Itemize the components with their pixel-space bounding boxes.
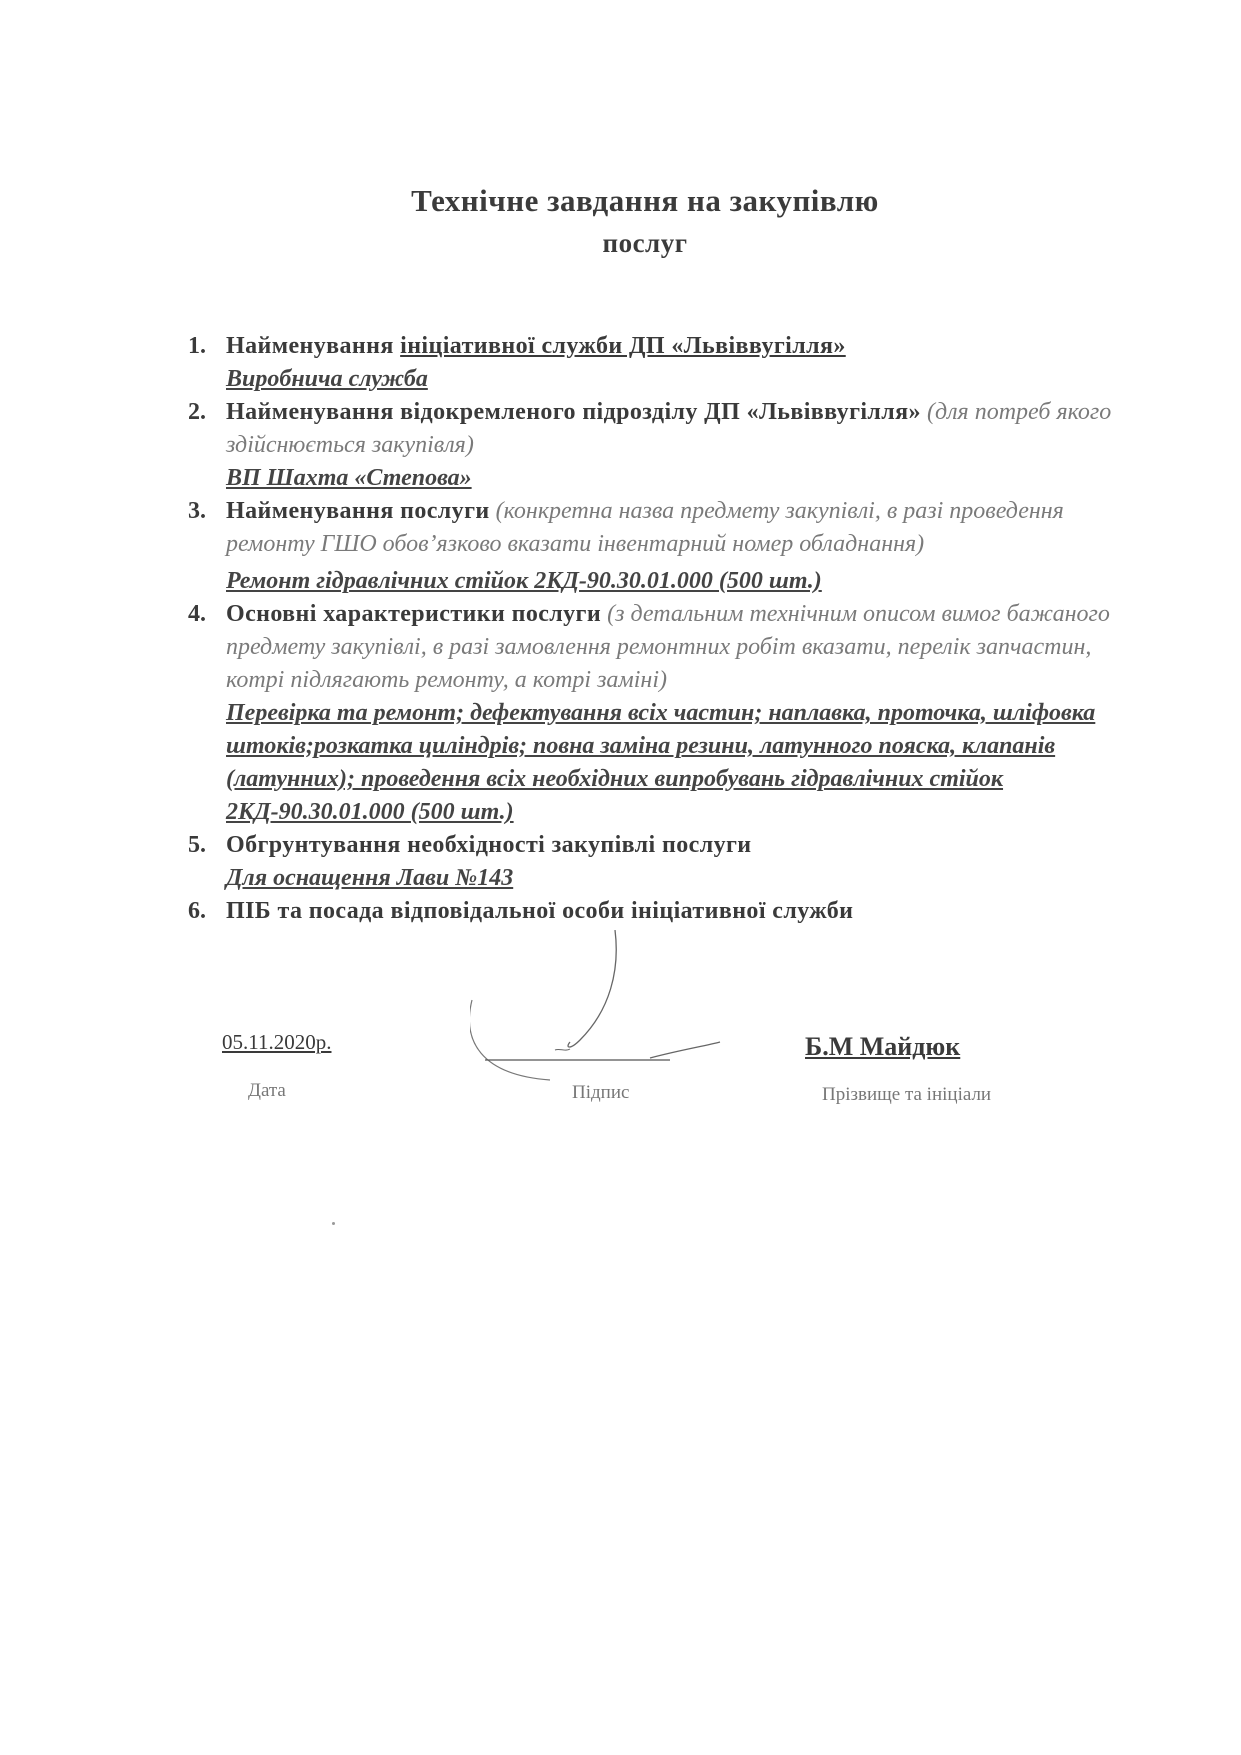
responsible-person-name: Б.М Майдюк (805, 1032, 961, 1061)
list-item-1 (188, 330, 1138, 396)
date-value: 05.11.2020р. (222, 1030, 332, 1054)
list-item-5 (188, 829, 1138, 895)
requirements-list (188, 330, 1138, 928)
signature-caption: Підпис (572, 1082, 630, 1103)
item-label: Обгрунтування необхідності закупівлі послуги (226, 832, 752, 858)
date-caption: Дата (248, 1080, 286, 1101)
item-label: Основні характеристики послуги (226, 601, 602, 627)
list-item-3 (188, 495, 1138, 598)
list-item-2 (188, 396, 1138, 495)
item-label: Найменування відокремленого підрозділу ДП «Львіввугілля» (226, 399, 921, 425)
list-item-4 (188, 598, 1138, 829)
item-note: (конкретна назва предмету закупівлі, в разі проведення ремонту ГШО обов’язково вказати інвентарний номер обладнання) (226, 498, 1064, 557)
item-answer: Ремонт гідравлічних стійок 2КД-90.30.01.000 (500 шт.) (226, 568, 822, 594)
item-number: 3. (188, 498, 206, 524)
list-item-6 (188, 895, 1138, 928)
item-note: (для потреб якого здійснюється закупівля) (226, 399, 1112, 458)
item-note: (з детальним технічним описом вимог бажаного предмету закупівлі, в разі замовлення ремонтних робіт вказати, перелік запчастин, котрі підлягають ремонту, а котрі заміні) (226, 601, 1110, 693)
item-answer: Перевірка та ремонт; дефектування всіх частин; наплавка, проточка, шліфовка штоків;розкатка циліндрів; повна заміна резини, латунного пояска, клапанів (латунних); проведення всіх необхідних випробувань гідравлічних стійок 2КД-90.30.01.000 (500 шт.) (226, 700, 1096, 825)
item-number: 6. (188, 898, 206, 924)
item-answer: ВП Шахта «Степова» (226, 465, 472, 491)
item-label-underlined: ініціативної служби ДП «Львіввугілля» (400, 333, 846, 359)
scan-speck (332, 1222, 335, 1225)
handwritten-signature (470, 930, 730, 1090)
item-number: 5. (188, 832, 206, 858)
item-label: ПІБ та посада відповідальної особи ініціативної служби (226, 898, 854, 924)
title-line-2: послуг (602, 228, 688, 258)
item-number: 4. (188, 601, 206, 627)
item-answer: Для оснащення Лави №143 (226, 865, 514, 891)
item-label: Найменування послуги (226, 498, 490, 524)
item-number: 1. (188, 333, 206, 359)
title-line-1: Технічне завдання на закупівлю (411, 183, 879, 218)
item-number: 2. (188, 399, 206, 425)
document-title (0, 180, 1241, 264)
name-caption: Прізвище та ініціали (822, 1084, 992, 1105)
item-label: Найменування (226, 333, 401, 359)
item-answer: Виробнича служба (226, 366, 428, 392)
